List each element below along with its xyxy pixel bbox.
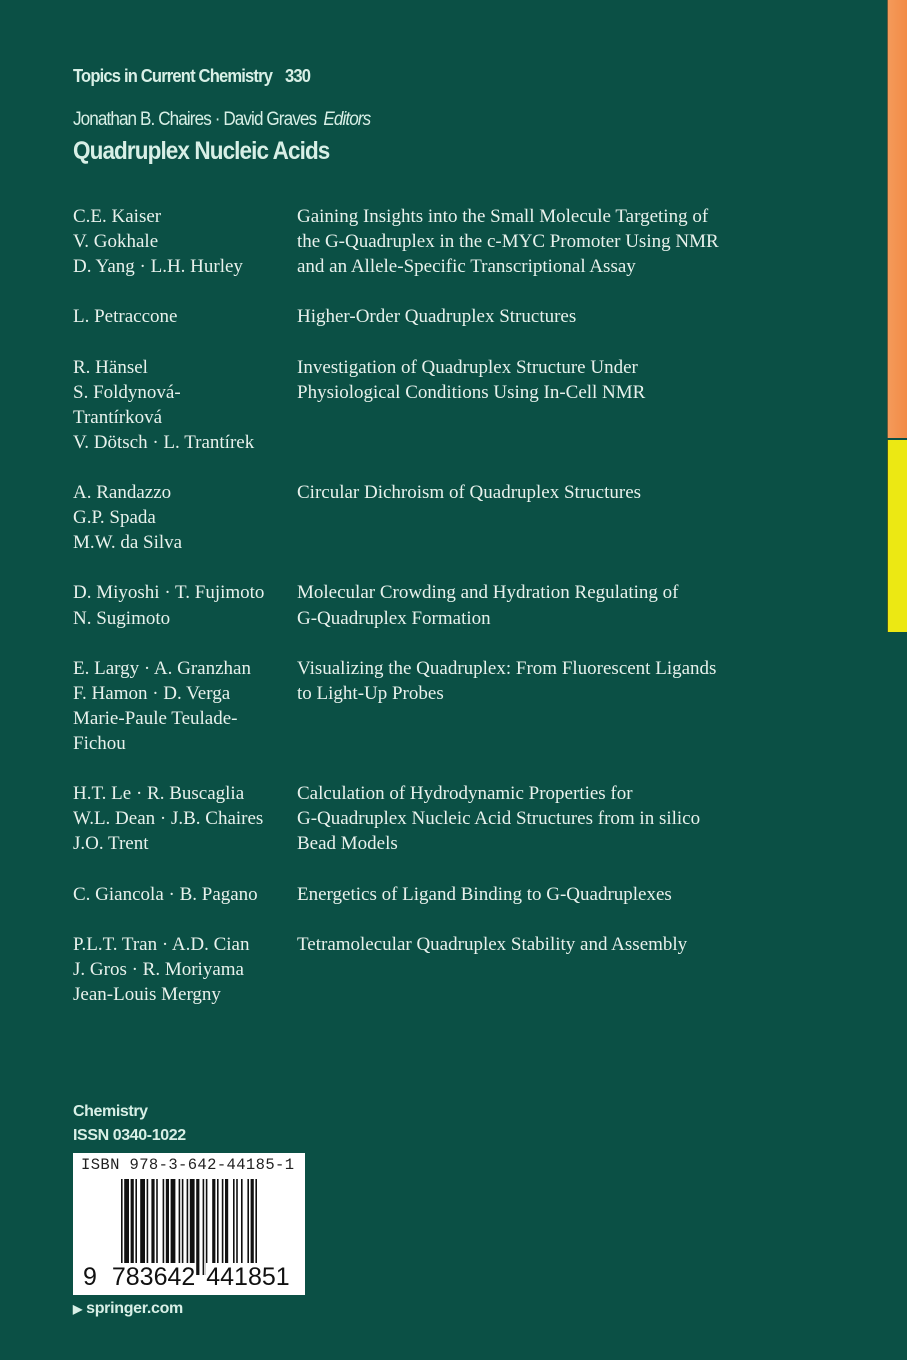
chapter-authors [73,580,297,630]
barcode-digits-right: 441851 [206,1263,290,1291]
editor-names: Jonathan B. Chaires · David Graves [73,109,317,130]
barcode-bar [206,1179,208,1275]
volume-number: 330 [284,66,311,86]
chapter-authors [73,480,297,555]
barcode-bar [140,1179,145,1275]
barcode-bar [135,1179,137,1275]
chapter-authors [73,204,297,279]
title-line: and an Allele-Specific Transcriptional Assay [297,256,636,278]
author-line: R. Hänsel [73,356,148,378]
barcode-bar [196,1179,199,1275]
author-line: L. Petraccone [73,306,178,328]
series-title: Topics in Current Chemistry [73,66,273,86]
barcode-bar [147,1179,149,1275]
barcode-bar [163,1179,165,1275]
barcode-bar [225,1179,228,1275]
title-line: Molecular Crowding and Hydration Regulating of [297,582,679,604]
website-link[interactable]: springer.com [86,1300,183,1317]
contents-entry [73,781,793,856]
title-line: Visualizing the Quadruplex: From Fluorescent Ligands [297,657,717,679]
author-line: D. Miyoshi · T. Fujimoto [73,582,265,604]
issn: ISSN 0340-1022 [73,1127,186,1144]
barcode-bar [212,1179,215,1275]
isbn-text: ISBN 978-3-642-44185-1 [81,1156,295,1174]
title-line: G-Quadruplex Nucleic Acid Structures from in silico [297,808,701,830]
author-line: V. Dötsch · L. Trantírek [73,431,255,453]
barcode-bar [166,1179,169,1275]
barcode-bar [236,1179,238,1275]
contents-entry [73,480,793,555]
author-line: Marie-Paule Teulade- [73,707,238,729]
chapter-title [297,932,793,1007]
barcode-bar [187,1179,189,1275]
author-line: D. Yang · L.H. Hurley [73,256,243,278]
chapter-title [297,480,793,555]
title-line: Investigation of Quadruplex Structure Under [297,356,638,378]
barcode-bar [247,1179,249,1275]
contents-entry [73,204,793,279]
author-line: Trantírková [73,406,163,428]
chapter-title [297,656,793,756]
chapter-title [297,781,793,856]
publisher-website[interactable] [73,1300,183,1318]
author-line: M.W. da Silva [73,532,183,554]
author-line: P.L.T. Tran · A.D. Cian [73,933,250,955]
spine-color-band-yellow [887,440,907,632]
title-line: Energetics of Ligand Binding to G-Quadruplexes [297,883,672,905]
author-line: C.E. Kaiser [73,206,162,227]
author-line: E. Largy · A. Granzhan [73,657,251,679]
author-line: S. Foldynová- [73,381,181,403]
author-line: F. Hamon · D. Verga [73,682,231,704]
barcode-bar [222,1179,224,1275]
chapter-title [297,304,793,329]
author-line: G.P. Spada [73,507,156,529]
contents-entry [73,882,793,907]
author-line: A. Randazzo [73,482,172,504]
table-of-contents [73,204,793,1032]
series-name [73,66,310,87]
barcode-bar [151,1179,154,1275]
author-line: N. Sugimoto [73,607,171,629]
author-line: V. Gokhale [73,231,159,253]
author-line: Fichou [73,732,126,754]
isbn-barcode [73,1153,305,1295]
title-line: G-Quadruplex Formation [297,607,491,629]
title-line: Bead Models [297,833,398,855]
editors-role: Editors [323,109,371,130]
chapter-authors [73,781,297,856]
barcode-digits [83,1263,290,1292]
title-line: to Light-Up Probes [297,682,444,704]
author-line: H.T. Le · R. Buscaglia [73,783,245,805]
chapter-title [297,355,793,455]
triangle-right-icon: ▶ [73,1302,82,1316]
chapter-authors [73,932,297,1007]
author-line: W.L. Dean · J.B. Chaires [73,808,264,830]
contents-entry [73,355,793,455]
author-line: Jean-Louis Mergny [73,983,221,1005]
barcode-bar [251,1179,254,1275]
chapter-authors [73,882,297,907]
barcode-bar [203,1179,205,1275]
barcode-bar [233,1179,235,1275]
barcode-bar [217,1179,219,1275]
title-line: Physiological Conditions Using In-Cell NMR [297,381,646,403]
author-line: J.O. Trent [73,833,149,855]
barcode-bar [156,1179,158,1275]
title-line: Circular Dichroism of Quadruplex Structures [297,482,642,504]
spine-color-band-orange [887,0,907,438]
title-line: Higher-Order Quadruplex Structures [297,306,577,328]
editors-line [73,109,370,131]
chapter-title [297,204,793,279]
title-line: Calculation of Hydrodynamic Properties for [297,783,633,805]
barcode-bar [171,1179,176,1275]
chapter-title [297,882,793,907]
title-line: the G-Quadruplex in the c-MYC Promoter Using NMR [297,231,719,253]
title-line: Tetramolecular Quadruplex Stability and Assembly [297,933,688,955]
contents-entry [73,304,793,329]
chapter-authors [73,304,297,329]
contents-entry [73,656,793,756]
subject-label: Chemistry [73,1103,148,1120]
barcode-bar [182,1179,184,1275]
barcode-digit-lead: 9 [83,1263,97,1291]
contents-entry [73,932,793,1007]
barcode-bar [131,1179,134,1275]
chapter-title [297,580,793,630]
chapter-authors [73,656,297,756]
author-line: J. Gros · R. Moriyama [73,958,244,980]
chapter-authors [73,355,297,455]
author-line: C. Giancola · B. Pagano [73,883,258,905]
contents-entry [73,580,793,630]
title-line: Gaining Insights into the Small Molecule Targeting of [297,206,709,227]
book-title: Quadruplex Nucleic Acids [73,137,330,165]
barcode-bar [179,1179,181,1275]
barcode-bar [241,1179,243,1275]
barcode-digits-left: 783642 [111,1263,196,1291]
